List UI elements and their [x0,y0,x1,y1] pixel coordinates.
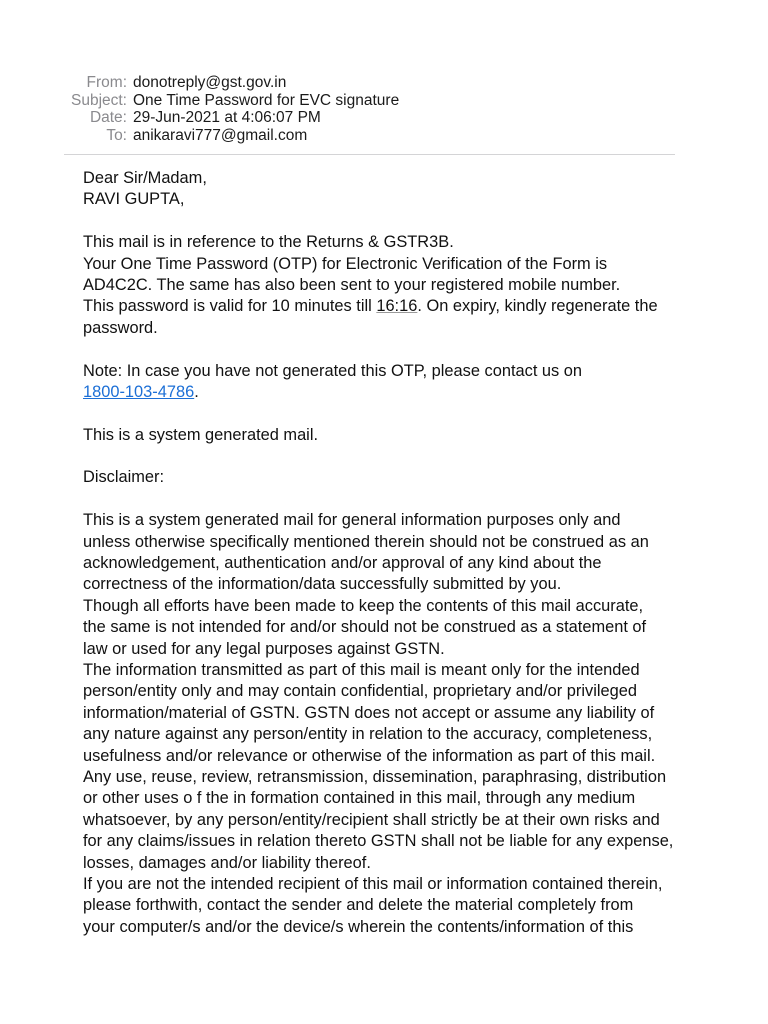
disclaimer-line: unless otherwise specifically mentioned therein should not be construed as an [83,532,649,551]
disclaimer-line: correctness of the information/data successfully submitted by you. [83,575,562,594]
note-line: Note: In case you have not generated this OTP, please contact us on [83,361,583,380]
phone-line [83,382,723,403]
system-line: This is a system generated mail. [83,425,319,444]
disclaimer-line: person/entity only and may contain confidential, proprietary and/or privileged [83,682,637,701]
recipient-name: RAVI GUPTA, [83,190,185,209]
email-body [83,168,723,938]
disclaimer-line: The information transmitted as part of this mail is meant only for the intended [83,660,640,679]
subject-row [0,92,768,110]
disclaimer-heading: Disclaimer: [83,468,165,487]
from-label: From: [86,74,127,91]
spacer [83,446,723,467]
disclaimer-line: information/material of GSTN. GSTN does not accept or assume any liability of [83,703,655,722]
disclaimer-line: Though all efforts have been made to keep the contents of this mail accurate, [83,596,644,615]
validity-text-post: . On expiry, kindly regenerate the [417,297,658,316]
to-address[interactable]: anikaravi777@gmail.com [133,126,308,144]
disclaimer-line: This is a system generated mail for general information purposes only and [83,511,621,530]
spacer [83,489,723,510]
disclaimer-line: If you are not the intended recipient of this mail or information contained therein, [83,874,663,893]
validity-text-pre: This password is valid for 10 minutes till [83,297,377,316]
to-label: To: [106,126,127,144]
body-line: This mail is in reference to the Returns & GSTR3B. [83,233,454,252]
validity-line [83,296,723,317]
body-line: password. [83,318,158,337]
spacer [83,339,723,360]
disclaimer-line: law or used for any legal purposes against GSTN. [83,639,445,658]
disclaimer-line: Any use, reuse, review, retransmission, dissemination, paraphrasing, distribution [83,767,667,786]
subject-label: Subject: [70,91,127,109]
phone-link[interactable]: 1800-103-4786 [83,382,195,401]
date-value: 29-Jun-2021 at 4:06:07 PM [133,109,321,126]
spacer [83,211,723,232]
from-address[interactable]: donotreply@gst.gov.in [133,74,287,91]
phone-period: . [194,382,199,401]
from-row [0,74,768,92]
disclaimer-line: your computer/s and/or the device/s wherein the contents/information of this [83,917,634,936]
disclaimer-line: acknowledgement, authentication and/or approval of any kind about the [83,554,602,573]
email-header [0,74,768,144]
disclaimer-line: whatsoever, by any person/entity/recipient shall strictly be at their own risks and [83,810,660,829]
disclaimer-line: losses, damages and/or liability thereof. [83,853,371,872]
expiry-time[interactable]: 16:16 [376,297,418,316]
header-divider [64,154,675,155]
date-label: Date: [89,109,127,126]
disclaimer-line: usefulness and/or relevance or otherwise of the information as part of this mail. [83,746,656,765]
disclaimer-line: the same is not intended for and/or should not be construed as a statement of [83,618,647,637]
disclaimer-line: please forthwith, contact the sender and delete the material completely from [83,896,634,915]
subject-value: One Time Password for EVC signature [133,91,400,109]
greeting: Dear Sir/Madam, [83,169,207,187]
disclaimer-line: or other uses o f the in formation contained in this mail, through any medium [83,789,636,808]
date-row [0,109,768,127]
otp-line: AD4C2C. The same has also been sent to your registered mobile number. [83,275,621,294]
disclaimer-line: any nature against any person/entity in relation to the accuracy, completeness, [83,725,653,744]
spacer [83,403,723,424]
disclaimer-line: for any claims/issues in relation thereto GSTN shall not be liable for any expense, [83,832,674,851]
body-line: Your One Time Password (OTP) for Electronic Verification of the Form is [83,254,608,273]
to-row [0,127,768,145]
